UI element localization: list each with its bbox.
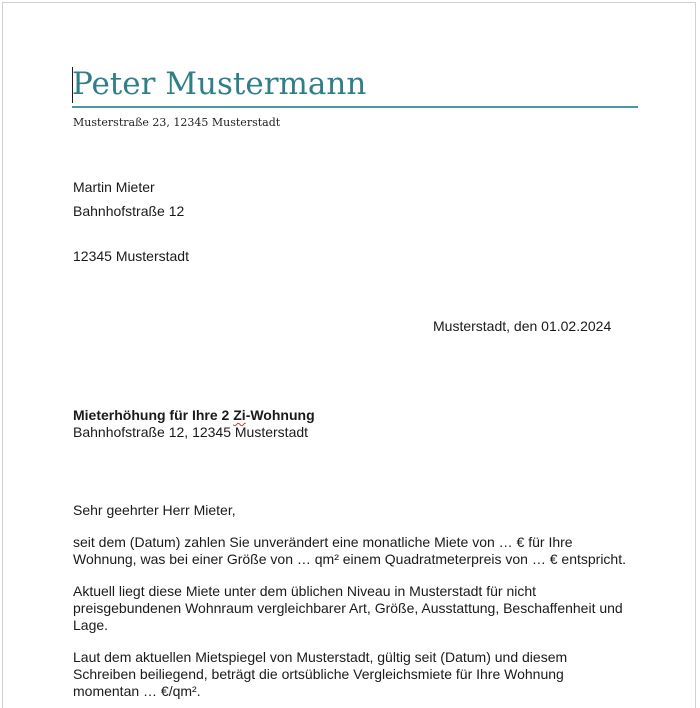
salutation[interactable]: Sehr geehrter Herr Mieter, xyxy=(73,502,236,518)
header-rule xyxy=(72,106,638,108)
paragraph-2-line-2[interactable]: preisgebundenen Wohnraum vergleichbarer Art, Größe, Ausstattung, Beschaffenheit und xyxy=(73,600,623,616)
document-page[interactable] xyxy=(2,2,696,708)
paragraph-2-line-3[interactable]: Lage. xyxy=(73,617,109,633)
date-line[interactable]: Musterstadt, den 01.02.2024 xyxy=(433,318,612,334)
spellcheck-flagged-word[interactable]: Zi xyxy=(233,407,246,423)
recipient-name[interactable]: Martin Mieter xyxy=(73,179,155,195)
subject-part-1: Mieterhöhung für Ihre 2 xyxy=(73,407,234,423)
paragraph-3-line-2[interactable]: Schreiben beiliegend, beträgt die ortsübliche Vergleichsmiete für Ihre Wohnung xyxy=(73,666,564,682)
sender-address[interactable]: Musterstraße 23, 12345 Musterstadt xyxy=(73,116,281,129)
paragraph-3-line-1[interactable]: Laut dem aktuellen Mietspiegel von Musterstadt, gültig seit (Datum) und diesem xyxy=(73,649,568,665)
paragraph-2-line-1[interactable]: Aktuell liegt diese Miete unter dem üblichen Niveau in Musterstadt für nicht xyxy=(73,583,537,599)
subject-line[interactable] xyxy=(73,407,315,424)
paragraph-1-line-2[interactable]: Wohnung, was bei einer Größe von … qm² einem Quadratmeterpreis von … € entspricht. xyxy=(73,551,626,567)
paragraph-1-line-1[interactable]: seit dem (Datum) zahlen Sie unverändert eine monatliche Miete von … € für Ihre xyxy=(73,534,573,550)
recipient-city[interactable]: 12345 Musterstadt xyxy=(73,248,189,264)
paragraph-3-line-3[interactable]: momentan … €/qm². xyxy=(73,683,201,699)
recipient-street[interactable]: Bahnhofstraße 12 xyxy=(73,203,185,219)
sender-name[interactable]: Peter Mustermann xyxy=(72,66,367,102)
subject-address[interactable]: Bahnhofstraße 12, 12345 Musterstadt xyxy=(73,424,309,440)
subject-part-2: -Wohnung xyxy=(245,407,315,423)
